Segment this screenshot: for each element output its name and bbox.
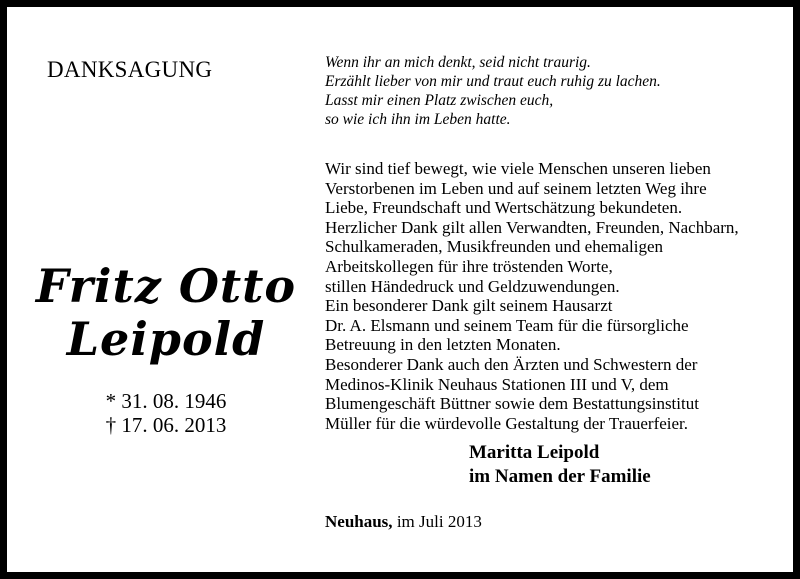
thanks-line: Schulkameraden, Musikfreunden und ehemaligen	[325, 237, 664, 257]
deceased-first-name: Fritz Otto	[35, 259, 297, 313]
thanks-line: stillen Händedruck und Geldzuwendungen.	[325, 276, 620, 296]
thanks-line: Betreuung in den letzten Monaten.	[325, 335, 561, 355]
poem-line: Erzählt lieber von mir und traut euch ruhig zu lachen.	[325, 73, 661, 90]
place-and-date	[325, 512, 482, 532]
birth-date: * 31. 08. 1946	[105, 389, 227, 413]
life-dates	[7, 389, 325, 437]
signature	[469, 441, 651, 489]
thanks-line: Wir sind tief bewegt, wie viele Menschen unseren lieben	[325, 159, 711, 178]
thanks-line: Verstorbenen im Leben und auf seinem letzten Weg ihre	[325, 178, 707, 198]
date: im Juli 2013	[396, 512, 482, 531]
thanks-line: Besonderer Dank auch den Ärzten und Schwestern der	[325, 354, 698, 374]
poem-line: Lasst mir einen Platz zwischen euch,	[325, 92, 554, 109]
place: Neuhaus,	[325, 512, 393, 531]
signature-name: Maritta Leipold	[469, 442, 600, 463]
thanks-line: Liebe, Freundschaft und Wertschätzung bekundeten.	[325, 198, 683, 218]
poem	[325, 53, 661, 129]
thanks-line: Arbeitskollegen für ihre tröstenden Worte,	[325, 256, 613, 276]
thanks-line: Dr. A. Elsmann und seinem Team für die fürsorgliche	[325, 315, 689, 335]
poem-line: so wie ich ihn im Leben hatte.	[325, 111, 511, 128]
thanks-line: Herzlicher Dank gilt allen Verwandten, Freunden, Nachbarn,	[325, 217, 739, 237]
heading: DANKSAGUNG	[47, 57, 213, 82]
death-date: † 17. 06. 2013	[105, 413, 227, 437]
signature-family: im Namen der Familie	[469, 466, 651, 487]
thanks-line: Müller für die würdevolle Gestaltung der Trauerfeier.	[325, 413, 689, 433]
thanks-line: Medinos-Klinik Neuhaus Stationen III und V, dem	[325, 374, 669, 394]
deceased-last-name: Leipold	[66, 312, 266, 366]
thanks-text	[325, 159, 739, 433]
thanks-line: Ein besonderer Dank gilt seinem Hausarzt	[325, 296, 613, 316]
thanks-line: Blumengeschäft Büttner sowie dem Bestattungsinstitut	[325, 394, 699, 414]
poem-line: Wenn ihr an mich denkt, seid nicht traurig.	[325, 54, 591, 71]
